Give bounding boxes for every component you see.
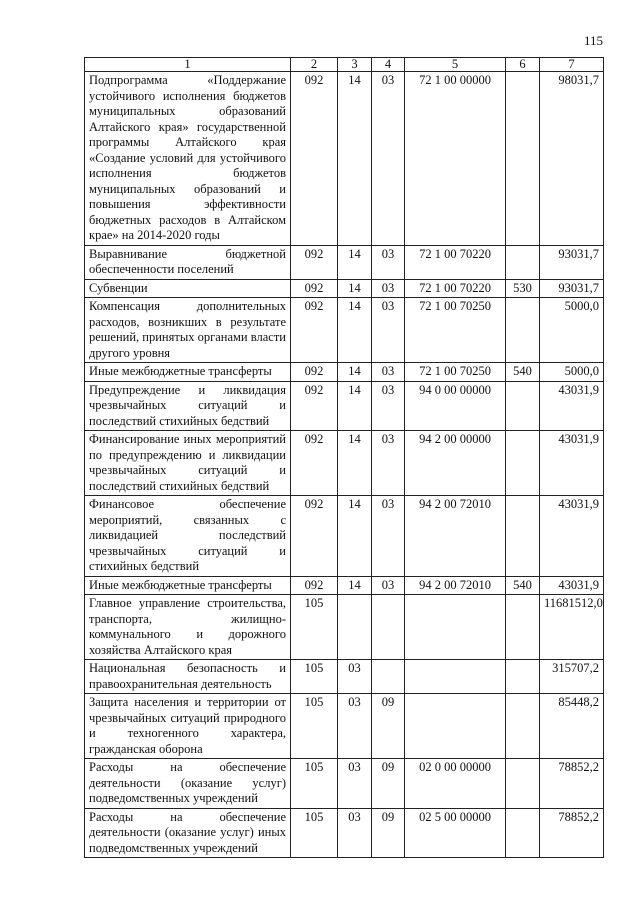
row-name: Иные межбюджетные трансферты <box>85 363 291 382</box>
expense-type-code: 540 <box>506 363 540 382</box>
subsection-code: 09 <box>372 694 405 759</box>
expense-type-code <box>506 759 540 809</box>
expense-type-code <box>506 808 540 858</box>
subsection-code <box>372 660 405 694</box>
amount: 93031,7 <box>540 279 604 298</box>
target-article-code <box>405 595 506 660</box>
section-code: 03 <box>338 759 372 809</box>
ministry-code: 105 <box>291 694 338 759</box>
column-header: 7 <box>540 58 604 72</box>
section-code: 14 <box>338 298 372 363</box>
row-name: Предупреждение и ликвидация чрезвычайных ситуаций и последствий стихийных бедствий <box>85 381 291 431</box>
ministry-code: 092 <box>291 576 338 595</box>
expense-type-code <box>506 72 540 246</box>
subsection-code: 03 <box>372 431 405 496</box>
subsection-code: 09 <box>372 759 405 809</box>
expense-type-code <box>506 496 540 577</box>
row-name: Подпрограмма «Поддержание устойчивого исполнения бюджетов муниципальных образований Алтайского края» государственной программы Алтайского края «Создание условий для устойчивого исполнения бюджетов муниципальных образований и повышения эффективности бюджетных расходов в Алтайском крае» на 2014-2020 годы <box>85 72 291 246</box>
subsection-code: 03 <box>372 298 405 363</box>
expense-type-code: 540 <box>506 576 540 595</box>
target-article-code: 72 1 00 00000 <box>405 72 506 246</box>
target-article-code: 94 2 00 00000 <box>405 431 506 496</box>
table-row <box>85 759 604 809</box>
subsection-code: 09 <box>372 808 405 858</box>
table-row <box>85 595 604 660</box>
ministry-code: 092 <box>291 245 338 279</box>
expense-type-code <box>506 298 540 363</box>
section-code: 14 <box>338 381 372 431</box>
row-name: Иные межбюджетные трансферты <box>85 576 291 595</box>
row-name: Главное управление строительства, транспорта, жилищно-коммунального и дорожного хозяйства Алтайского края <box>85 595 291 660</box>
expense-type-code <box>506 694 540 759</box>
target-article-code: 72 1 00 70220 <box>405 245 506 279</box>
amount: 5000,0 <box>540 298 604 363</box>
subsection-code <box>372 595 405 660</box>
target-article-code: 72 1 00 70250 <box>405 298 506 363</box>
amount: 43031,9 <box>540 496 604 577</box>
subsection-code: 03 <box>372 363 405 382</box>
row-name: Финансирование иных мероприятий по предупреждению и ликвидации чрезвычайных ситуаций и последствий стихийных бедствий <box>85 431 291 496</box>
row-name: Расходы на обеспечение деятельности (оказание услуг) подведомственных учреждений <box>85 759 291 809</box>
ministry-code: 092 <box>291 279 338 298</box>
column-header: 2 <box>291 58 338 72</box>
target-article-code: 94 0 00 00000 <box>405 381 506 431</box>
header-row <box>85 58 604 72</box>
amount: 98031,7 <box>540 72 604 246</box>
page-number: 115 <box>583 33 603 48</box>
section-code: 03 <box>338 660 372 694</box>
ministry-code: 092 <box>291 381 338 431</box>
ministry-code: 092 <box>291 363 338 382</box>
amount: 85448,2 <box>540 694 604 759</box>
section-code: 14 <box>338 279 372 298</box>
section-code: 14 <box>338 72 372 246</box>
column-header: 6 <box>506 58 540 72</box>
subsection-code: 03 <box>372 72 405 246</box>
amount: 5000,0 <box>540 363 604 382</box>
section-code: 14 <box>338 496 372 577</box>
row-name: Компенсация дополнительных расходов, возникших в результате решений, принятых органами власти другого уровня <box>85 298 291 363</box>
section-code: 14 <box>338 363 372 382</box>
table-row <box>85 381 604 431</box>
row-name: Субвенции <box>85 279 291 298</box>
ministry-code: 105 <box>291 808 338 858</box>
row-name: Защита населения и территории от чрезвычайных ситуаций природного и техногенного характера, гражданская оборона <box>85 694 291 759</box>
target-article-code: 02 0 00 00000 <box>405 759 506 809</box>
amount: 78852,2 <box>540 759 604 809</box>
expense-type-code <box>506 245 540 279</box>
section-code: 03 <box>338 694 372 759</box>
table-row <box>85 660 604 694</box>
target-article-code: 02 5 00 00000 <box>405 808 506 858</box>
subsection-code: 03 <box>372 245 405 279</box>
table-row <box>85 245 604 279</box>
expense-type-code <box>506 431 540 496</box>
amount: 78852,2 <box>540 808 604 858</box>
target-article-code <box>405 660 506 694</box>
row-name: Выравнивание бюджетной обеспеченности поселений <box>85 245 291 279</box>
ministry-code: 092 <box>291 298 338 363</box>
amount: 43031,9 <box>540 431 604 496</box>
subsection-code: 03 <box>372 496 405 577</box>
amount: 43031,9 <box>540 576 604 595</box>
section-code: 14 <box>338 431 372 496</box>
table-row <box>85 694 604 759</box>
ministry-code: 092 <box>291 72 338 246</box>
section-code: 14 <box>338 576 372 595</box>
column-header: 5 <box>405 58 506 72</box>
budget-table <box>84 57 604 858</box>
column-header: 3 <box>338 58 372 72</box>
table-row <box>85 576 604 595</box>
table-row <box>85 298 604 363</box>
row-name: Расходы на обеспечение деятельности (оказание услуг) иных подведомственных учреждений <box>85 808 291 858</box>
table-row <box>85 72 604 246</box>
target-article-code: 72 1 00 70220 <box>405 279 506 298</box>
section-code <box>338 595 372 660</box>
ministry-code: 105 <box>291 759 338 809</box>
row-name: Финансовое обеспечение мероприятий, связанных с ликвидацией последствий чрезвычайных ситуаций и стихийных бедствий <box>85 496 291 577</box>
ministry-code: 105 <box>291 595 338 660</box>
amount: 315707,2 <box>540 660 604 694</box>
target-article-code: 94 2 00 72010 <box>405 496 506 577</box>
section-code: 14 <box>338 245 372 279</box>
subsection-code: 03 <box>372 576 405 595</box>
table-row <box>85 431 604 496</box>
target-article-code: 72 1 00 70250 <box>405 363 506 382</box>
row-name: Национальная безопасность и правоохранительная деятельность <box>85 660 291 694</box>
subsection-code: 03 <box>372 279 405 298</box>
amount: 93031,7 <box>540 245 604 279</box>
amount: 43031,9 <box>540 381 604 431</box>
table-row <box>85 279 604 298</box>
ministry-code: 105 <box>291 660 338 694</box>
column-header: 1 <box>85 58 291 72</box>
section-code: 03 <box>338 808 372 858</box>
ministry-code: 092 <box>291 496 338 577</box>
expense-type-code <box>506 381 540 431</box>
table-row <box>85 363 604 382</box>
column-header: 4 <box>372 58 405 72</box>
amount: 11681512,0 <box>540 595 604 660</box>
expense-type-code <box>506 595 540 660</box>
expense-type-code <box>506 660 540 694</box>
table-row <box>85 496 604 577</box>
table-row <box>85 808 604 858</box>
subsection-code: 03 <box>372 381 405 431</box>
target-article-code: 94 2 00 72010 <box>405 576 506 595</box>
target-article-code <box>405 694 506 759</box>
ministry-code: 092 <box>291 431 338 496</box>
expense-type-code: 530 <box>506 279 540 298</box>
